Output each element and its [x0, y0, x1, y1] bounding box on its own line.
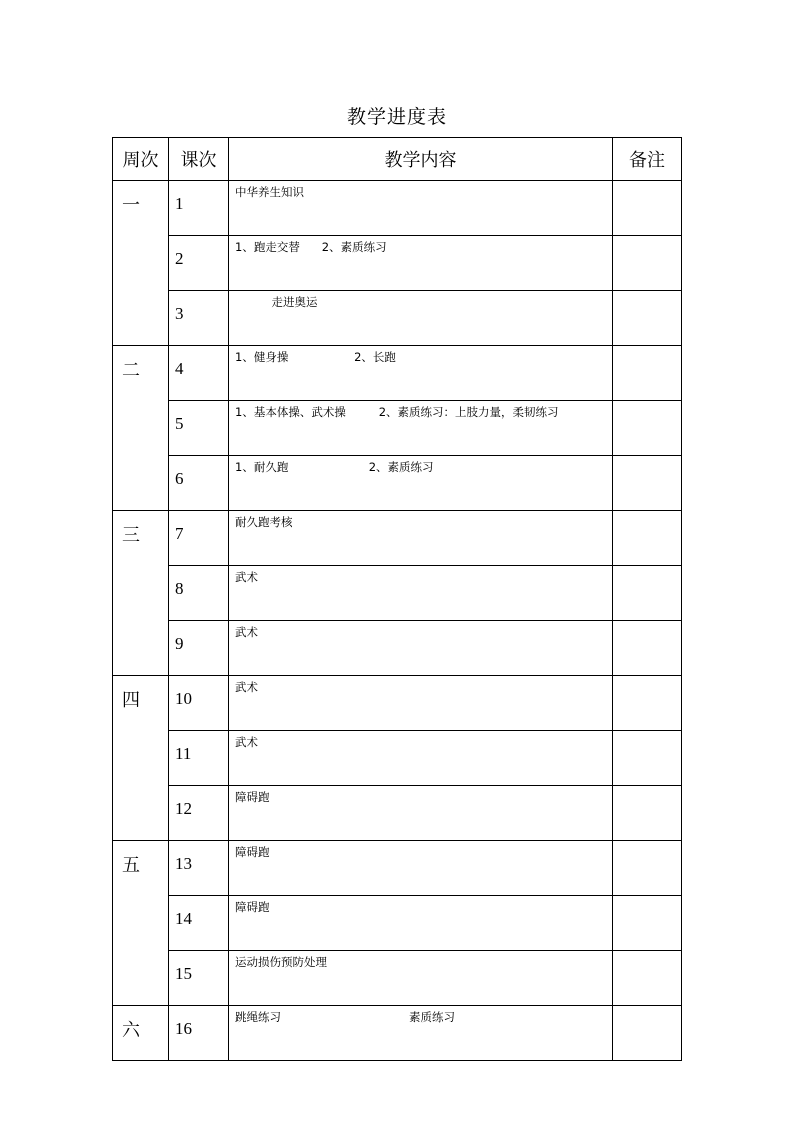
lesson-content: 障碍跑: [229, 786, 613, 841]
table-row: [113, 291, 682, 346]
lesson-number: 13: [169, 841, 229, 896]
table-row: [113, 896, 682, 951]
remark-cell: [613, 621, 682, 676]
lesson-number: 6: [169, 456, 229, 511]
header-remark: 备注: [613, 138, 682, 181]
remark-cell: [613, 566, 682, 621]
lesson-number: 8: [169, 566, 229, 621]
lesson-number: 3: [169, 291, 229, 346]
remark-cell: [613, 401, 682, 456]
lesson-content: 1、基本体操、武术操 2、素质练习：上肢力量，柔韧练习: [229, 401, 613, 456]
lesson-content: 武术: [229, 566, 613, 621]
lesson-content: 运动损伤预防处理: [229, 951, 613, 1006]
week-cell: 二: [113, 346, 169, 511]
lesson-content: 障碍跑: [229, 841, 613, 896]
week-cell: 三: [113, 511, 169, 676]
lesson-content: 武术: [229, 676, 613, 731]
table-row: [113, 566, 682, 621]
week-cell: 四: [113, 676, 169, 841]
lesson-number: 9: [169, 621, 229, 676]
table-row: [113, 786, 682, 841]
table-row: [113, 621, 682, 676]
lesson-number: 16: [169, 1006, 229, 1061]
table-row: [113, 236, 682, 291]
lesson-content: 1、跑走交替 2、素质练习: [229, 236, 613, 291]
lesson-number: 12: [169, 786, 229, 841]
schedule-table: [112, 137, 682, 1061]
table-row: [113, 841, 682, 896]
remark-cell: [613, 346, 682, 401]
lesson-number: 10: [169, 676, 229, 731]
remark-cell: [613, 951, 682, 1006]
remark-cell: [613, 236, 682, 291]
remark-cell: [613, 511, 682, 566]
remark-cell: [613, 291, 682, 346]
remark-cell: [613, 456, 682, 511]
table-row: [113, 181, 682, 236]
remark-cell: [613, 731, 682, 786]
lesson-number: 1: [169, 181, 229, 236]
header-lesson: 课次: [169, 138, 229, 181]
remark-cell: [613, 181, 682, 236]
lesson-content: 武术: [229, 731, 613, 786]
header-row: [113, 138, 682, 181]
header-content: 教学内容: [229, 138, 613, 181]
table-row: [113, 676, 682, 731]
lesson-content: 中华养生知识: [229, 181, 613, 236]
week-cell: 五: [113, 841, 169, 1006]
week-cell: 一: [113, 181, 169, 346]
lesson-content: 1、健身操 2、长跑: [229, 346, 613, 401]
table-row: [113, 1006, 682, 1061]
table-row: [113, 401, 682, 456]
remark-cell: [613, 786, 682, 841]
lesson-content: 跳绳练习 素质练习: [229, 1006, 613, 1061]
remark-cell: [613, 841, 682, 896]
lesson-content: 1、耐久跑 2、素质练习: [229, 456, 613, 511]
remark-cell: [613, 1006, 682, 1061]
lesson-content: 耐久跑考核: [229, 511, 613, 566]
lesson-content: 武术: [229, 621, 613, 676]
lesson-number: 2: [169, 236, 229, 291]
table-row: [113, 951, 682, 1006]
lesson-content: 障碍跑: [229, 896, 613, 951]
table-row: [113, 456, 682, 511]
table-row: [113, 731, 682, 786]
week-cell: 六: [113, 1006, 169, 1061]
remark-cell: [613, 676, 682, 731]
lesson-number: 14: [169, 896, 229, 951]
lesson-number: 5: [169, 401, 229, 456]
lesson-content: 走进奥运: [229, 291, 613, 346]
table-row: [113, 511, 682, 566]
lesson-number: 11: [169, 731, 229, 786]
page-title: 教学进度表: [346, 106, 447, 128]
remark-cell: [613, 896, 682, 951]
table-row: [113, 346, 682, 401]
lesson-number: 7: [169, 511, 229, 566]
lesson-number: 4: [169, 346, 229, 401]
header-week: 周次: [113, 138, 169, 181]
lesson-number: 15: [169, 951, 229, 1006]
